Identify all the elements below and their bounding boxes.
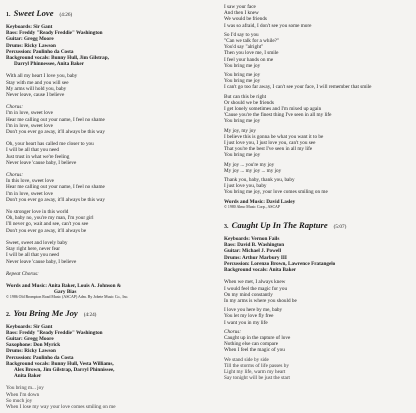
copyright-notice: © 1986 Old Brompton Road Music (ASCAP) Adm. By Jobete Music Co., Inc.	[6, 295, 129, 300]
chorus-label: Chorus:	[6, 172, 24, 179]
lyric-line: You let my love fly free	[224, 313, 274, 320]
lyric-line: Caught up in the rapture of love	[224, 334, 291, 341]
credit-line: Anita Baker	[14, 373, 42, 380]
lyric-line: You'd say "alright"	[224, 44, 264, 51]
song-number: 3.	[224, 224, 229, 231]
lyric-line: Stay with me and you will see	[6, 79, 69, 86]
credit-line: Guitar: Michael J. Powell	[224, 248, 282, 255]
lyric-line: Don't you ever go away, it'll always be this way	[6, 129, 105, 136]
words-music-credit	[6, 283, 206, 295]
lyric-line: 'Cause you're the finest thing I've seen in all my life	[224, 112, 332, 119]
lyric-line: On my mind constantly	[224, 291, 273, 298]
lyric-line: I will be all that you need	[6, 252, 60, 259]
credit-line: Percussion: Lorenzo Brown, Lawrence Fratangelo	[224, 260, 336, 267]
lyric-line: We would be friends	[224, 16, 267, 23]
lyrics-verse	[224, 128, 412, 159]
lyric-line: Hear me calling out your name, I feel no shame	[6, 116, 105, 123]
lyrics-chorus	[6, 110, 206, 135]
credit-line: Background vocals: Anita Baker	[224, 267, 297, 274]
lyric-line: Then you love me, I smile	[224, 50, 279, 57]
lyric-line: Say tonight will be just the start	[224, 375, 290, 382]
lyric-line: My arms will hold you, baby	[6, 85, 67, 92]
lyric-line: You bring me joy	[224, 78, 261, 85]
lyrics-verse	[224, 32, 412, 69]
lyrics-verse	[6, 385, 206, 410]
song-number: 2.	[6, 311, 11, 318]
lyric-line: When I'm down	[6, 391, 40, 398]
lyric-line: My joy ... my joy ... my joy	[224, 167, 282, 174]
lyric-line: I saw your face	[224, 4, 256, 10]
lyrics-verse	[6, 240, 206, 265]
lyric-line: In this love, sweet love	[6, 178, 54, 185]
song-title-caught-up-in-the-rapture	[224, 220, 412, 233]
credit-line: Words and Music: Anita Baker, Louis A. Johnson &	[6, 282, 122, 289]
lyric-line: Hear me calling out your name, I feel no shame	[6, 184, 105, 191]
credit-line: Drums: Ricky Lawson	[6, 42, 56, 49]
lyrics-verse	[6, 73, 206, 98]
lyric-line: You bring me joy	[224, 152, 261, 159]
lyric-line: My joy ... you're my joy	[224, 161, 275, 168]
lyrics-verse	[224, 307, 412, 326]
lyric-line: In my arms is where you should be	[224, 297, 297, 304]
lyric-line: Till the storms of life passes by	[224, 362, 289, 369]
song-title-text: You Bring Me Joy	[13, 307, 78, 318]
lyric-line: With all my heart I love you, baby	[6, 73, 78, 80]
credit-line: Bass: Freddy "Ready Freddie" Washington	[6, 30, 103, 37]
lyric-line: When I feel the magic of you	[224, 347, 285, 354]
credit-line: Percussion: Paulinho da Costa	[6, 354, 74, 361]
credit-line: Background vocals: Bunny Hull, Jim Gilstrap,	[6, 55, 109, 62]
lyric-line: I'm in love, sweet love	[6, 122, 53, 129]
lyric-line: When we met, I always knew	[224, 279, 286, 286]
credits-block	[6, 24, 206, 67]
lyrics-verse	[224, 72, 412, 91]
song-title-text: Sweet Love	[13, 8, 54, 18]
song-number: 1.	[6, 12, 11, 18]
right-column	[224, 4, 412, 381]
credit-line: Background vocals: Bunny Hull, Vesta Williams,	[6, 360, 114, 367]
credit-line: Keyboards: Sir Gant	[6, 24, 53, 30]
lyric-line: Thank you, baby, thank you, baby	[224, 177, 295, 184]
lyric-line: I just love you, I just love you, can't you see	[224, 140, 316, 147]
lyric-line: Just trust in what we're feeling	[6, 153, 70, 160]
lyric-line: That you're the best I've seen in all my life	[224, 146, 313, 153]
lyric-line: You bring me joy, your love comes smiling on me	[224, 189, 328, 196]
lyric-line: I will be all that you need	[6, 147, 60, 154]
lyric-line: And then I knew	[224, 10, 259, 17]
credit-line: Drums: Arthur Marbury III	[224, 254, 287, 261]
credits-block	[6, 324, 206, 380]
lyrics-verse	[224, 162, 412, 174]
lyric-line: Sweet, sweet and lovely baby	[6, 239, 68, 246]
song-title-sweet-love	[6, 8, 206, 21]
lyrics-verse	[224, 177, 412, 196]
lyric-line: Never leave 'cause baby, I believe	[6, 258, 77, 265]
credit-line: Darryl Phinnessee, Anita Baker	[14, 61, 85, 68]
credit-line: Bass: David B. Washington	[224, 242, 285, 249]
lyric-line: You bring m... joy	[6, 385, 44, 392]
lyrics-verse	[224, 279, 412, 304]
song-duration: (5:07)	[333, 224, 347, 231]
lyric-line: Stay right here, never fear	[6, 246, 61, 253]
repeat-chorus-label: Repeat Chorus:	[6, 270, 39, 277]
credit-line: Percussion: Paulinho da Costa	[6, 48, 74, 55]
credits-block	[224, 236, 412, 273]
song-duration: (4:24)	[83, 311, 97, 318]
lyrics-verse	[224, 4, 412, 29]
lyric-line: You bring me joy	[224, 72, 261, 79]
credit-line: Alex Brown, Jim Gilstrap, Darryl Phinnissee,	[14, 366, 115, 373]
lyric-line: My joy, my joy	[224, 127, 256, 134]
lyric-line: I love you here by me, baby	[224, 307, 283, 314]
lyrics-verse	[224, 94, 412, 125]
credit-line: Gary Bias	[54, 289, 77, 296]
lyric-line: Oh, baby no, you're my man, I'm your girl	[6, 215, 94, 222]
lyric-line: So much joy	[6, 397, 33, 404]
left-column	[6, 8, 206, 410]
lyric-line: No stronger love in this world	[6, 209, 69, 216]
lyric-line: I believe this is gonna be what you want it to be	[224, 133, 324, 140]
copyright-notice: © 1980 Almo Music Corp., ASCAP	[224, 204, 281, 209]
lyric-line: Never leave, cause I believe	[6, 92, 65, 99]
lyric-line: "Can we talk for a while?"	[224, 38, 280, 45]
lyrics-verse	[6, 209, 206, 234]
lyric-line: I'm in love, sweet love	[6, 190, 53, 197]
lyric-line: I'll never go, wait and see, can't you see	[6, 221, 89, 228]
lyric-line: But can this be right	[224, 93, 267, 100]
song-duration: (4:26)	[59, 12, 73, 18]
credit-line: Drums: Ricky Lawson	[6, 348, 56, 355]
lyric-line: Don't you ever go away, it'll always be this way	[6, 196, 105, 203]
song-title-text: Caught Up In The Rapture	[231, 220, 328, 231]
lyrics-verse	[224, 357, 412, 382]
lyric-line: We stand side by side	[224, 356, 269, 363]
credit-line: Keyboards: Sir Gant	[6, 323, 53, 330]
lyric-line: You bring me joy	[224, 62, 261, 69]
lyric-line: Nothing else can compare	[224, 341, 279, 348]
lyric-line: I just love you, baby	[224, 183, 267, 190]
credit-line: Guitar: Gregg Moore	[6, 36, 54, 43]
credit-line: Saxophone: Don Myrick	[6, 342, 61, 349]
lyrics-chorus	[6, 178, 206, 203]
lyric-line: I get lonely sometimes and I'm mixed up again	[224, 106, 322, 113]
lyric-line: I was so afraid, I don't see you some more	[224, 22, 312, 29]
lyrics-verse	[6, 141, 206, 166]
lyrics-chorus	[224, 335, 412, 354]
lyric-line: I want you in my life	[224, 319, 268, 326]
credit-line: Bass: Freddy "Ready Freddie" Washington	[6, 329, 103, 336]
lyric-line: Oh, your heart has called me closer to you	[6, 141, 94, 148]
words-music-credit: Words and Music: David Lasley	[224, 198, 296, 205]
lyric-line: I'm in love, sweet love	[6, 110, 53, 117]
lyric-line: So I'd say to you	[224, 31, 259, 38]
lyric-line: You bring me joy	[224, 118, 261, 125]
chorus-label: Chorus:	[6, 104, 24, 111]
lyric-line: Or should we be friends	[224, 99, 274, 106]
lyric-line: Never leave 'cause baby, I believe	[6, 159, 77, 166]
credit-line: Keyboards: Vernon Fails	[224, 236, 280, 243]
lyric-line: Light my life, warm my heart	[224, 368, 286, 375]
lyric-line: I can't go too far away, I can't see your face, I will remember that smile	[224, 84, 372, 91]
lyric-line: I feel your hands on me	[224, 56, 274, 63]
credit-line: Guitar: Gregg Moore	[6, 335, 54, 342]
chorus-label: Chorus:	[224, 328, 242, 335]
song-title-you-bring-me-joy	[6, 308, 206, 321]
lyric-line: I would feel the magic for you	[224, 285, 288, 292]
lyric-line: When I lose my way your love comes smiling on me	[6, 403, 116, 410]
lyric-line: Don't you ever go away, it'll always be	[6, 227, 87, 234]
